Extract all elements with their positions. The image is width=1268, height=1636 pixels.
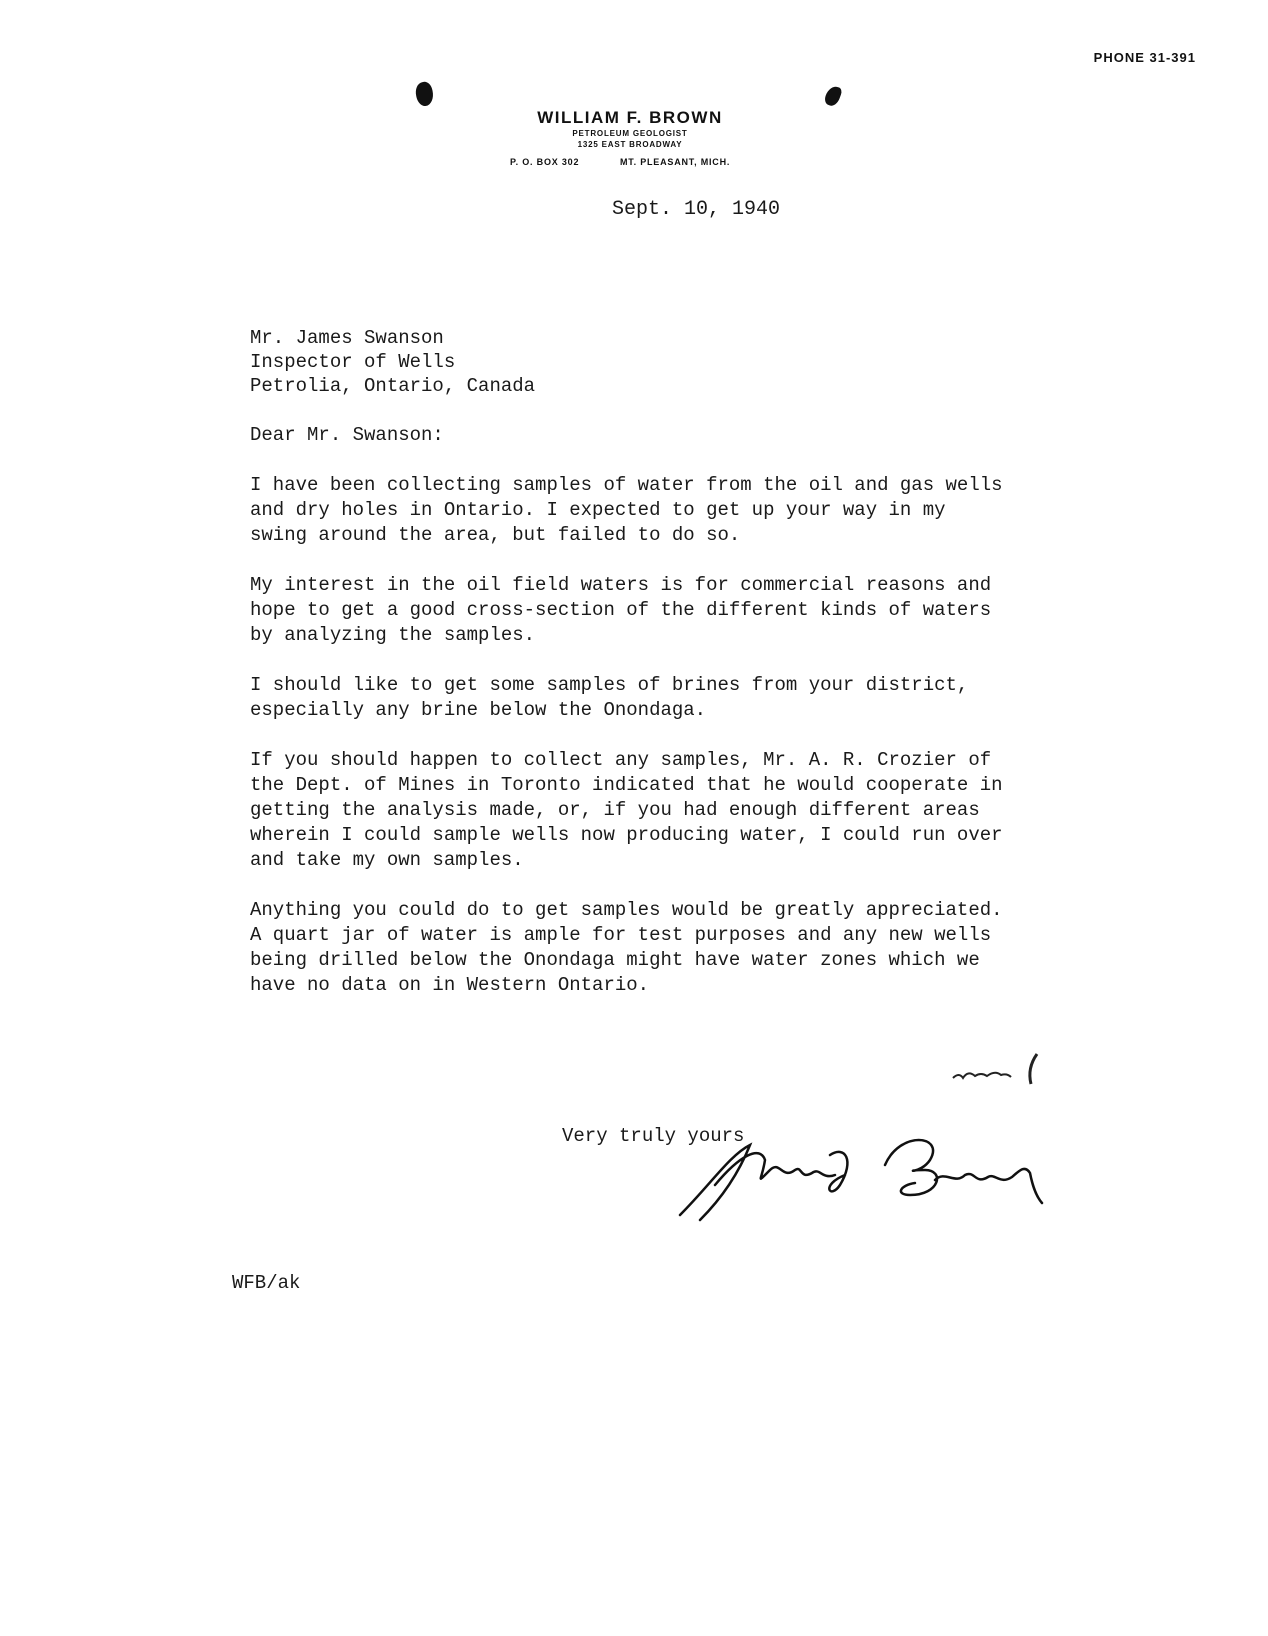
letterhead-street: 1325 EAST BROADWAY [577,140,683,149]
letterhead-po-box: P. O. BOX 302 [510,157,580,167]
reference-initials: WFB/ak [232,1272,301,1294]
body-paragraph: Anything you could do to get samples would be greatly appreciated. A quart jar of water is ample for test purposes and any new wells being drilled below the Onondaga might have water zones which we have no data on in Western Ontario. [250,899,1003,996]
body-paragraph: My interest in the oil field waters is for commercial reasons and hope to get a good cross-section of the different kinds of waters by analyzing the samples. [250,574,992,646]
phone-number: PHONE 31-391 [1093,50,1196,65]
letter-body [250,473,1010,1023]
recipient-title: Inspector of Wells [250,351,456,373]
salutation: Dear Mr. Swanson: [250,424,444,446]
body-paragraph: I should like to get some samples of brines from your district, especially any brine below the Onondaga. [250,674,969,721]
signature [670,1125,1050,1225]
body-paragraph: If you should happen to collect any samples, Mr. A. R. Crozier of the Dept. of Mines in Toronto indicated that he would cooperate in getting the analysis made, or, if you had enough different areas wherein I could sample wells now producing water, I could run over and take my own samples. [250,749,1003,871]
recipient-address [250,326,535,398]
ink-blot [414,80,436,107]
letterhead-city: MT. PLEASANT, MICH. [620,157,731,167]
margin-scribble [945,1040,1065,1100]
body-paragraph: I have been collecting samples of water from the oil and gas wells and dry holes in Ontario. I expected to get up your way in my swing around the area, but failed to do so. [250,474,1003,546]
recipient-name: Mr. James Swanson [250,327,444,349]
letterhead-title: PETROLEUM GEOLOGIST [572,129,688,138]
closing: Very truly yours [562,1125,745,1147]
letterhead-name: WILLIAM F. BROWN [537,108,723,127]
ink-blot [823,84,843,108]
letterhead [480,108,780,150]
recipient-location: Petrolia, Ontario, Canada [250,375,536,397]
letter-date: Sept. 10, 1940 [612,198,781,221]
